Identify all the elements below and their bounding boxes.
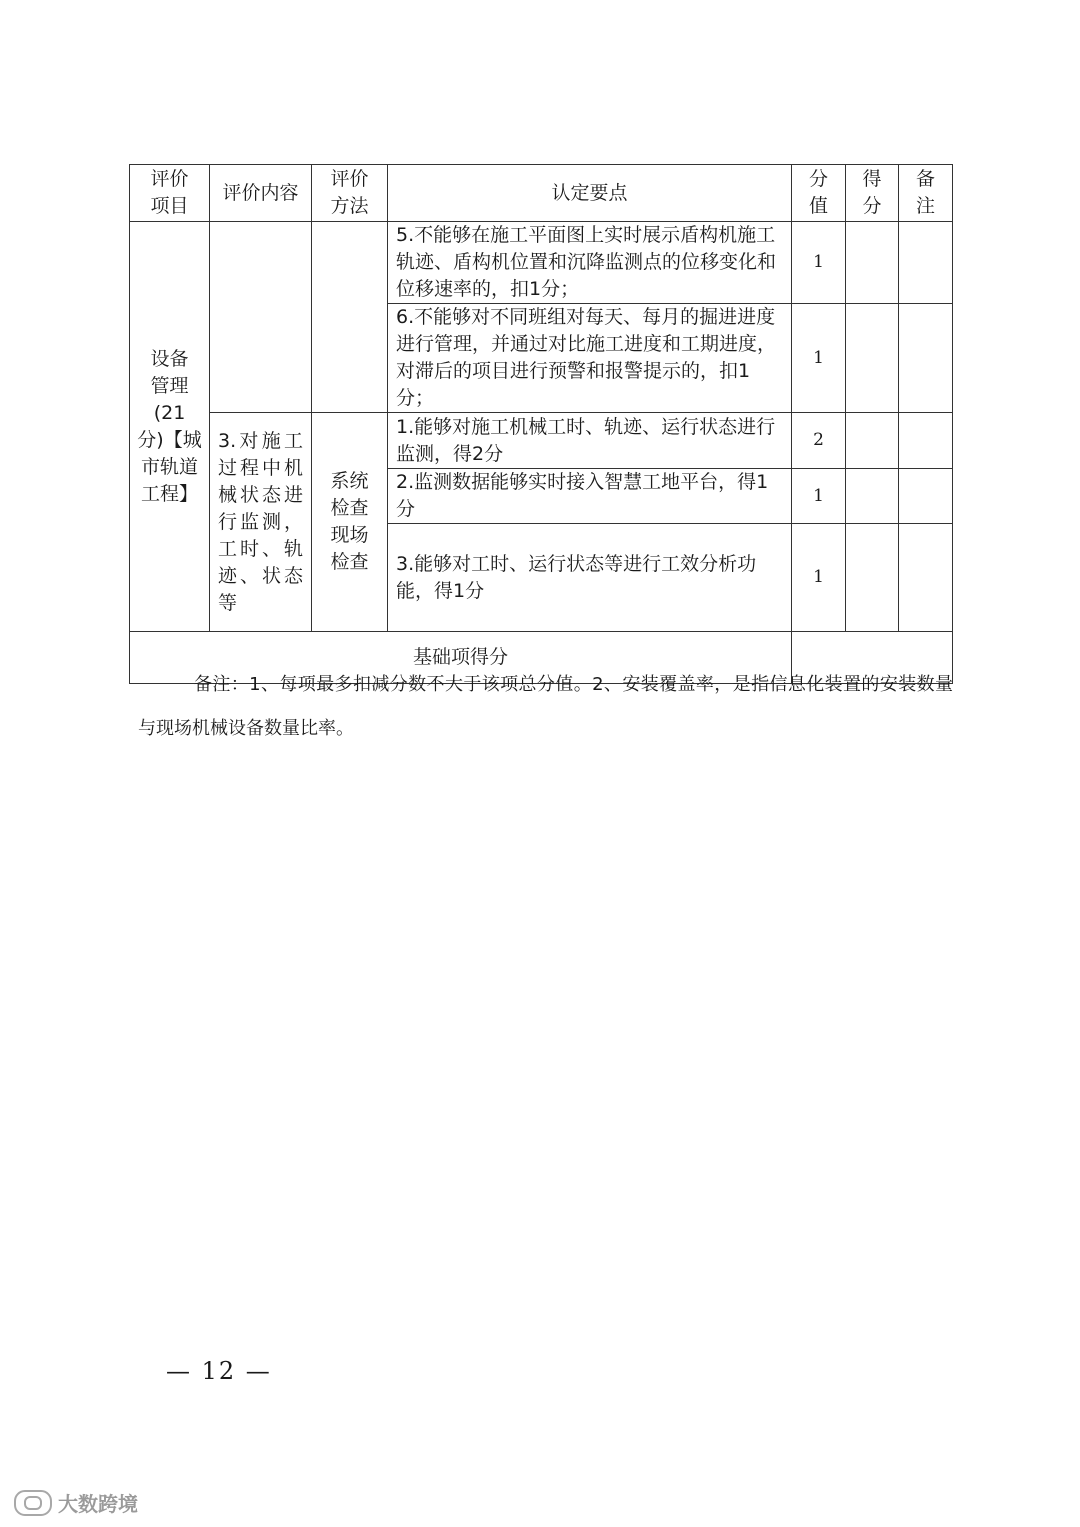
remark-cell (899, 469, 953, 524)
earned-cell (846, 222, 899, 304)
table-row (130, 222, 953, 304)
score-cell: 2 (792, 413, 846, 469)
header-points: 认定要点 (388, 165, 792, 222)
watermark (14, 1488, 138, 1517)
score-cell: 1 (792, 524, 846, 632)
remark-cell (899, 524, 953, 632)
table-row (130, 413, 953, 469)
empty-method-cell (312, 222, 388, 413)
remark-cell (899, 304, 953, 413)
score-cell: 1 (792, 469, 846, 524)
section3-method-cell: 系统 检查 现场 检查 (312, 413, 388, 632)
category-cell: 设备 管理 (21 分)【城 市轨道 工程】 (130, 222, 210, 632)
remark-cell (899, 222, 953, 304)
score-cell: 1 (792, 222, 846, 304)
evaluation-table (129, 164, 953, 684)
header-content: 评价内容 (210, 165, 312, 222)
remark-cell (899, 413, 953, 469)
header-remark: 备 注 (899, 165, 953, 222)
point-cell: 1.能够对施工机械工时、轨迹、运行状态进行监测，得2分 (388, 413, 792, 469)
total-label: 基础项得分 (130, 632, 792, 684)
empty-content-cell (210, 222, 312, 413)
point-cell: 6.不能够对不同班组对每天、每月的掘进进度进行管理，并通过对比施工进度和工期进度，对滞后的项目进行预警和报警提示的，扣1分； (388, 304, 792, 413)
watermark-text: 大数跨境 (58, 1492, 138, 1516)
earned-cell (846, 413, 899, 469)
page-number: — 12 — (166, 1357, 272, 1385)
earned-cell (846, 524, 899, 632)
section3-content-cell: 3.对施工过程中机械状态进行监测，工时、轨迹、状态等 (210, 413, 312, 632)
footnote: 备注：1、每项最多扣减分数不大于该项总分值。2、安装覆盖率，是指信息化装置的安装数量与现场机械设备数量比率。 (138, 674, 953, 739)
point-cell: 2.监测数据能够实时接入智慧工地平台，得1分 (388, 469, 792, 524)
point-cell: 3.能够对工时、运行状态等进行工效分析功能，得1分 (388, 524, 792, 632)
table-header-row (130, 165, 953, 222)
header-score: 分 值 (792, 165, 846, 222)
header-item: 评价 项目 (130, 165, 210, 222)
point-cell: 5.不能够在施工平面图上实时展示盾构机施工轨迹、盾构机位置和沉降监测点的位移变化和位移速率的，扣1分； (388, 222, 792, 304)
earned-cell (846, 469, 899, 524)
header-method: 评价 方法 (312, 165, 388, 222)
earned-cell (846, 304, 899, 413)
score-cell: 1 (792, 304, 846, 413)
header-earned: 得 分 (846, 165, 899, 222)
watermark-logo-icon (14, 1490, 52, 1516)
